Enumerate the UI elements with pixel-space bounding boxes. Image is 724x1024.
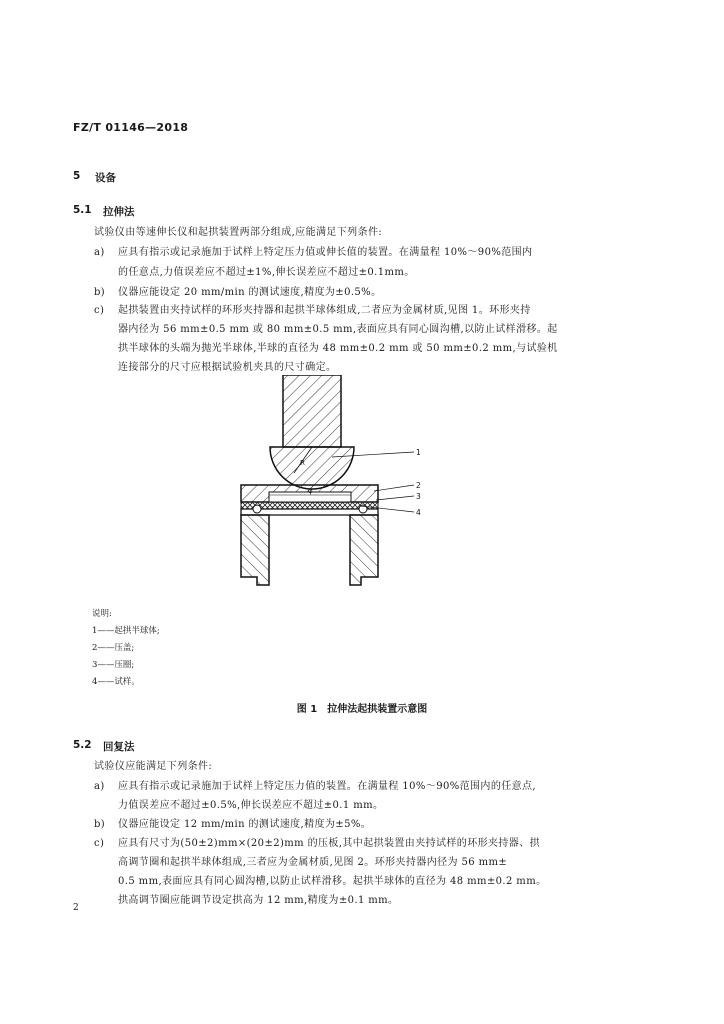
section-5-1-intro: 试验仪由等速伸长仪和起拱装置两部分组成,应能满足下列条件: — [94, 227, 383, 238]
list-item-line: 高调节圈和起拱半球体组成,三者应为金属材质,见图 2。环形夹持器内径为 56 mm± — [118, 857, 508, 868]
list-item-line: 器内径为 56 mm±0.5 mm 或 80 mm±0.5 mm,表面应具有同心圆沟槽,以防止试样滑移。起 — [118, 324, 558, 335]
section-5-2-number: 5.2 — [73, 739, 92, 751]
legend-item: 2——压盖; — [92, 643, 135, 653]
label-3: 3 — [416, 492, 421, 501]
figure-1-caption: 图 1 拉伸法起拱装置示意图 — [296, 704, 428, 715]
figure-1-drawing — [220, 375, 430, 597]
specimen — [241, 502, 378, 509]
list-marker: b) — [94, 819, 106, 830]
section-5-title: 设备 — [95, 172, 116, 184]
radius-symbol: R — [300, 459, 305, 467]
section-5-2-title: 回复法 — [103, 741, 135, 753]
list-item-line: 力值误差应不超过±0.5%,伸长误差应不超过±0.1 mm。 — [118, 800, 384, 811]
list-item-line: 仪器应能设定 20 mm/min 的测试速度,精度为±0.5%。 — [118, 287, 382, 298]
list-item-line: 0.5 mm,表面应具有同心圆沟槽,以防止试样滑移。起拱半球体的直径为 48 mm±0.2 mm。 — [118, 876, 547, 887]
label-2: 2 — [416, 481, 421, 490]
list-item-line: 拱半球体的头端为抛光半球体,半球的直径为 48 mm±0.2 mm 或 50 mm±0.2 mm,与试验机 — [118, 343, 558, 354]
list-marker: a) — [94, 247, 105, 258]
section-5-2-intro: 试验仪应能满足下列条件: — [94, 761, 213, 772]
list-marker: b) — [94, 287, 106, 298]
page-number: 2 — [73, 903, 80, 913]
label-4: 4 — [416, 508, 421, 517]
list-item-line: 应具有尺寸为(50±2)mm×(20±2)mm 的压板,其中起拱装置由夹持试样的环形夹持器、拱 — [118, 838, 541, 849]
list-item-line: 起拱装置由夹持试样的环形夹持器和起拱半球体组成,二者应为金属材质,见图 1。环形夹持 — [118, 305, 531, 316]
list-marker: c) — [94, 305, 105, 316]
list-item-line: 仪器应能设定 12 mm/min 的测试速度,精度为±5%。 — [118, 819, 372, 830]
section-5-1-number: 5.1 — [73, 204, 92, 216]
standard-number: FZ/T 01146—2018 — [73, 121, 189, 134]
list-item-line: 应具有指示或记录施加于试样上特定压力值的装置。在满量程 10%～90%范围内的任意点, — [118, 781, 537, 792]
list-marker: a) — [94, 781, 105, 792]
diameter-symbol: φ — [308, 487, 313, 495]
legend-item: 3——压圈; — [92, 660, 135, 670]
section-5-1-title: 拉伸法 — [103, 206, 135, 218]
support-legs — [241, 515, 378, 585]
list-item-line: 连接部分的尺寸应根据试验机夹具的尺寸确定。 — [118, 362, 337, 373]
list-marker: c) — [94, 838, 105, 849]
hemisphere-rod — [270, 375, 354, 489]
legend-item: 1——起拱半球体; — [92, 626, 160, 636]
list-item-line: 应具有指示或记录施加于试样上特定压力值或伸长值的装置。在满量程 10%～90%范围内 — [118, 247, 533, 258]
legend-title: 说明: — [92, 609, 112, 619]
list-item-line: 的任意点,力值误差应不超过±1%,伸长误差应不超过±0.1mm。 — [118, 267, 415, 278]
list-item-line: 拱高调节圈应能调节设定拱高为 12 mm,精度为±0.1 mm。 — [118, 895, 399, 906]
legend-item: 4——试样。 — [92, 677, 140, 687]
section-5-number: 5 — [73, 170, 81, 182]
label-1: 1 — [416, 448, 421, 457]
